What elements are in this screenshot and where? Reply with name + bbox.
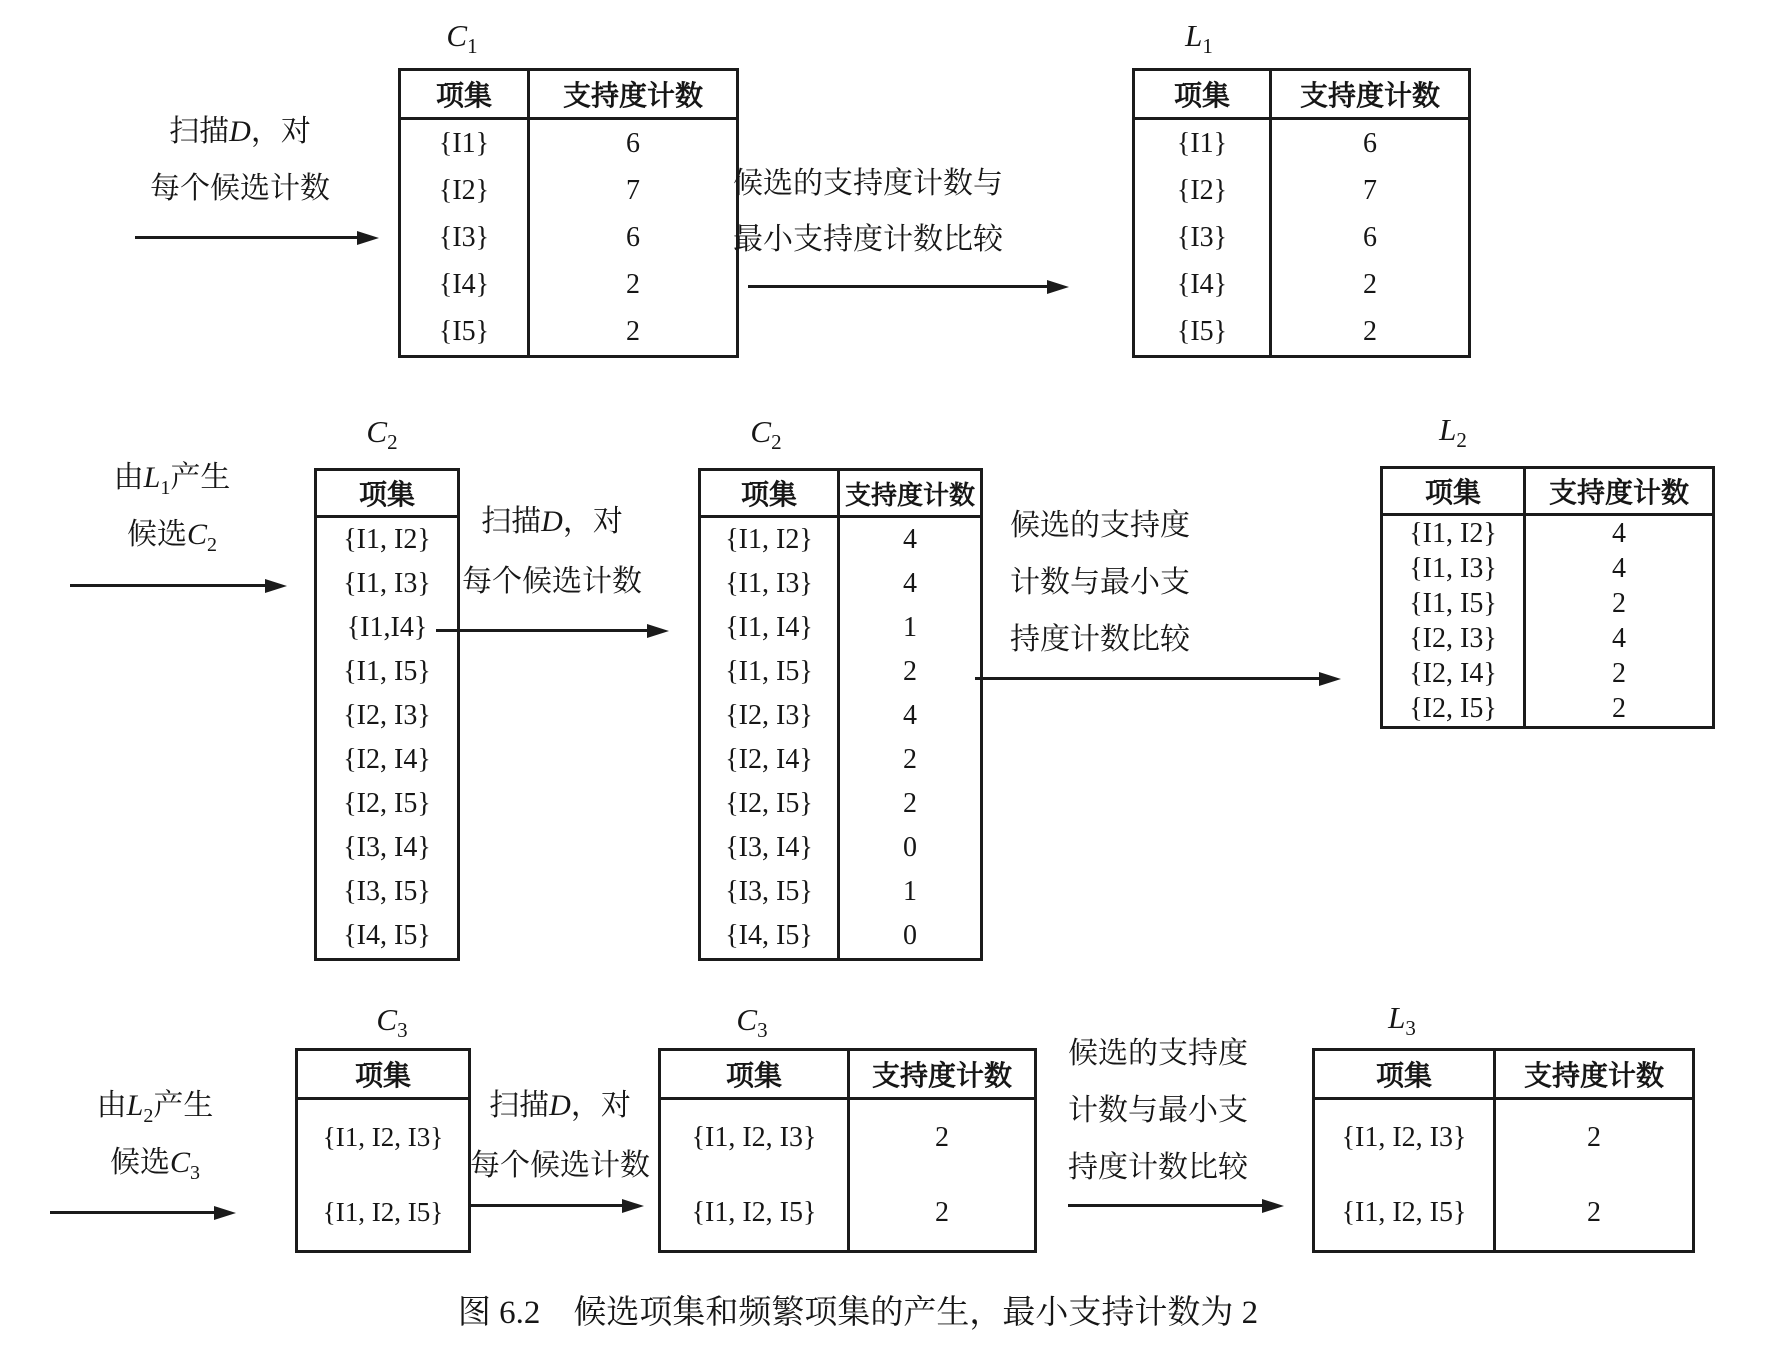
c3-candidates-rows [298,1100,468,1250]
itemset-cell: {I1, I2, I5} [661,1175,850,1250]
table-row [701,870,980,914]
l2-table [1380,466,1715,729]
table-row [298,1175,468,1250]
itemset-cell: {I2, I5} [1383,691,1526,726]
scan-d-label-row3-line1 [489,1080,631,1124]
itemset-cell: {I5} [1135,308,1272,355]
l2-title [1439,412,1467,453]
count-cell: 4 [1612,622,1626,654]
count-cell: 4 [903,568,917,599]
label-subscript: 3 [190,1162,201,1184]
title-subscript: 2 [387,430,398,455]
itemset-cell: {I3, I5} [343,876,431,907]
itemset-cell: {I1, I5} [343,656,431,687]
itemset-header: 项集 [401,71,530,117]
itemset-cell: {I1, I2, I3} [322,1122,444,1152]
support-count-header: 支持度计数 [1548,478,1689,509]
itemset-cell: {I3, I4} [701,826,840,870]
table-row [317,694,457,738]
itemset-cell: {I2, I4} [1383,656,1526,691]
count-cell: 6 [1363,127,1377,159]
c2-candidates-rows [317,518,457,958]
c1-rows [401,120,736,355]
count-cell: 4 [903,524,917,555]
table-row [1383,656,1712,691]
title-subscript: 1 [1202,34,1213,59]
support-count-header: 支持度计数 [562,81,703,112]
itemset-cell: {I2, I5} [343,788,431,819]
itemset-cell: {I3, I4} [343,832,431,863]
generate-c3-label-line2 [110,1137,200,1185]
table-row [701,606,980,650]
itemset-cell: {I3, I5} [701,870,840,914]
itemset-cell: {I1, I2, I3} [661,1100,850,1175]
c2-counted-table [698,468,983,961]
c3-counted-table [658,1048,1037,1253]
table-row [661,1175,1034,1250]
itemset-cell: {I5} [401,308,530,355]
table-row [1383,621,1712,656]
table-row [701,826,980,870]
itemset-cell: {I1, I2} [701,518,840,562]
table-row [317,914,457,958]
table-row [317,870,457,914]
table-row [401,120,736,167]
arrow-c3-to-l3 [1068,1204,1263,1207]
itemset-cell: {I2, I3} [1383,621,1526,656]
compare-label-row1-line2: 最小支持度计数比较 [733,223,1003,256]
itemset-cell: {I1, I5} [701,650,840,694]
label-text: 产生 [170,461,231,494]
count-cell: 1 [903,876,917,907]
itemset-cell: {I1, I4} [701,606,840,650]
itemset-cell: {I3} [1135,214,1272,261]
compare-label-row2-line1: 候选的支持度 [1010,509,1190,542]
scan-d-label-row2-line1 [481,496,623,540]
table-row [1135,214,1468,261]
compare-label-row2-line2: 计数与最小支 [1010,566,1190,599]
itemset-header: 项集 [661,1051,850,1097]
title-letter: L [1185,18,1203,53]
generate-c2-label-line1 [114,452,231,500]
l1-header-row [1135,71,1468,120]
c1-title [446,18,477,59]
itemset-cell: {I1, I2, I5} [322,1197,444,1227]
c2-candidates-table [314,468,460,961]
l3-rows [1315,1100,1692,1250]
support-count-header: 支持度计数 [1299,81,1440,112]
count-cell: 7 [1363,174,1377,206]
count-cell: 4 [1612,552,1626,584]
itemset-cell: {I2, I3} [701,694,840,738]
title-subscript: 3 [757,1018,768,1043]
c2-counted-header-row [701,471,980,518]
support-count-header: 支持度计数 [871,1061,1012,1092]
table-row [1383,691,1712,726]
count-cell: 2 [626,315,640,347]
table-row [1315,1175,1692,1250]
count-cell: 2 [1612,657,1626,689]
itemset-header: 项集 [354,1061,411,1092]
variable-l: L [143,461,161,494]
c3-candidates-title [376,1002,407,1043]
table-row [701,650,980,694]
label-text: ，对 [250,115,311,148]
count-cell: 2 [903,788,917,819]
variable-c: C [169,1146,191,1179]
itemset-header: 项集 [701,471,840,515]
itemset-cell: {I1, I3} [343,568,431,599]
title-letter: C [376,1002,398,1037]
title-subscript: 1 [467,34,478,59]
itemset-header: 项集 [1383,469,1526,513]
title-letter: C [736,1002,758,1037]
table-row [317,782,457,826]
support-count-header: 支持度计数 [844,480,975,510]
itemset-cell: {I1} [1135,120,1272,167]
count-cell: 0 [903,920,917,951]
l3-header-row [1315,1051,1692,1100]
table-row [1135,308,1468,355]
table-row [701,518,980,562]
compare-label-row3-line2: 计数与最小支 [1068,1094,1248,1127]
count-cell: 2 [1363,315,1377,347]
label-text: ，对 [570,1089,631,1122]
count-cell: 2 [1612,587,1626,619]
table-row [701,782,980,826]
generate-c3-label-line1 [97,1080,214,1128]
table-row [1135,120,1468,167]
count-cell: 6 [1363,221,1377,253]
count-cell: 2 [935,1121,949,1153]
compare-label-row3-line3: 持度计数比较 [1068,1151,1248,1184]
label-subscript: 1 [160,477,171,499]
count-cell: 2 [1363,268,1377,300]
scan-d-label-row3-line2: 每个候选计数 [470,1149,650,1182]
label-text: 由 [96,1089,127,1122]
itemset-cell: {I1,I4} [346,612,428,643]
count-cell: 2 [903,744,917,775]
table-row [317,650,457,694]
l2-header-row [1383,469,1712,516]
label-text: 由 [113,461,144,494]
variable-l: L [126,1089,144,1122]
table-row [1383,551,1712,586]
count-cell: 0 [903,832,917,863]
itemset-header: 项集 [358,480,415,511]
c2-candidates-title [366,414,397,455]
l1-title [1185,18,1213,59]
itemset-cell: {I1, I2, I5} [1315,1175,1496,1250]
l1-rows [1135,120,1468,355]
table-row [298,1100,468,1175]
table-row [317,738,457,782]
itemset-cell: {I2} [1135,167,1272,214]
variable-c: C [186,518,208,551]
variable-d: D [229,115,251,148]
arrow-c2-to-l2 [975,677,1320,680]
count-cell: 7 [626,174,640,206]
itemset-cell: {I1, I2} [343,524,431,555]
count-cell: 4 [903,700,917,731]
title-letter: L [1388,1000,1406,1035]
c2-counted-title [750,414,781,455]
itemset-cell: {I1, I2, I3} [1315,1100,1496,1175]
title-subscript: 3 [1405,1016,1416,1041]
label-text: 扫描 [489,1089,550,1122]
table-row [701,562,980,606]
table-row [701,914,980,958]
c3-counted-header-row [661,1051,1034,1100]
title-letter: C [750,414,772,449]
c2-candidates-header-row [317,471,457,518]
table-row [401,261,736,308]
figure-caption: 图 6.2 候选项集和频繁项集的产生，最小支持计数为 2 [457,1295,1259,1331]
generate-c2-label-line2 [127,509,217,557]
table-row [1383,516,1712,551]
arrow-scan-to-c2-counted [436,629,648,632]
table-row [701,694,980,738]
table-row [1135,261,1468,308]
title-subscript: 2 [771,430,782,455]
count-cell: 2 [626,268,640,300]
label-text: 候选 [126,518,187,551]
table-row [1135,167,1468,214]
l3-title [1388,1000,1416,1041]
count-cell: 1 [903,612,917,643]
itemset-header: 项集 [1315,1051,1496,1097]
c3-candidates-header-row [298,1051,468,1100]
itemset-cell: {I4} [1135,261,1272,308]
itemset-cell: {I2, I3} [343,700,431,731]
title-letter: L [1439,412,1457,447]
title-subscript: 3 [397,1018,408,1043]
itemset-cell: {I3} [401,214,530,261]
table-row [317,518,457,562]
title-letter: C [446,18,468,53]
arrow-c1-to-l1 [748,285,1048,288]
l2-rows [1383,516,1712,726]
arrow-l1-to-c2 [70,584,266,587]
itemset-cell: {I2, I5} [701,782,840,826]
table-row [401,308,736,355]
l1-table [1132,68,1471,358]
itemset-cell: {I2} [401,167,530,214]
count-cell: 6 [626,221,640,253]
count-cell: 2 [935,1196,949,1228]
itemset-cell: {I1, I5} [1383,586,1526,621]
scan-d-label-row1-line2: 每个候选计数 [150,172,330,205]
itemset-header: 项集 [1135,71,1272,117]
itemset-cell: {I4, I5} [701,914,840,958]
support-count-header: 支持度计数 [1523,1061,1664,1092]
table-row [317,826,457,870]
label-text: 产生 [153,1089,214,1122]
itemset-cell: {I1, I3} [701,562,840,606]
table-row [317,562,457,606]
variable-d: D [541,505,563,538]
itemset-cell: {I4, I5} [343,920,431,951]
arrow-scan-to-c1 [135,236,358,239]
label-text: 候选 [109,1146,170,1179]
c1-header-row [401,71,736,120]
table-row [1315,1100,1692,1175]
count-cell: 2 [1587,1196,1601,1228]
compare-label-row3-line1: 候选的支持度 [1068,1037,1248,1070]
variable-d: D [549,1089,571,1122]
itemset-cell: {I2, I4} [701,738,840,782]
c3-candidates-table [295,1048,471,1253]
itemset-cell: {I2, I4} [343,744,431,775]
compare-label-row2-line3: 持度计数比较 [1010,623,1190,656]
table-row [1383,586,1712,621]
c1-table [398,68,739,358]
l3-table [1312,1048,1695,1253]
scan-d-label-row1-line1 [169,106,311,150]
table-row [701,738,980,782]
itemset-cell: {I1, I2} [1383,516,1526,551]
itemset-cell: {I1} [401,120,530,167]
table-row [401,167,736,214]
itemset-cell: {I4} [401,261,530,308]
scan-d-label-row2-line2: 每个候选计数 [462,565,642,598]
count-cell: 4 [1612,517,1626,549]
label-text: ，对 [562,505,623,538]
label-subscript: 2 [207,534,218,556]
c3-counted-rows [661,1100,1034,1250]
label-text: 扫描 [481,505,542,538]
c2-counted-rows [701,518,980,958]
title-letter: C [366,414,388,449]
count-cell: 2 [903,656,917,687]
table-row [317,606,457,650]
table-row [401,214,736,261]
label-subscript: 2 [143,1105,154,1127]
c3-counted-title [736,1002,767,1043]
compare-label-row1-line1: 候选的支持度计数与 [733,167,1003,200]
table-row [661,1100,1034,1175]
label-text: 扫描 [169,115,230,148]
count-cell: 2 [1612,692,1626,724]
arrow-scan-to-c3-counted [470,1204,623,1207]
count-cell: 2 [1587,1121,1601,1153]
arrow-l2-to-c3 [50,1211,215,1214]
count-cell: 6 [626,127,640,159]
itemset-cell: {I1, I3} [1383,551,1526,586]
title-subscript: 2 [1456,428,1467,453]
